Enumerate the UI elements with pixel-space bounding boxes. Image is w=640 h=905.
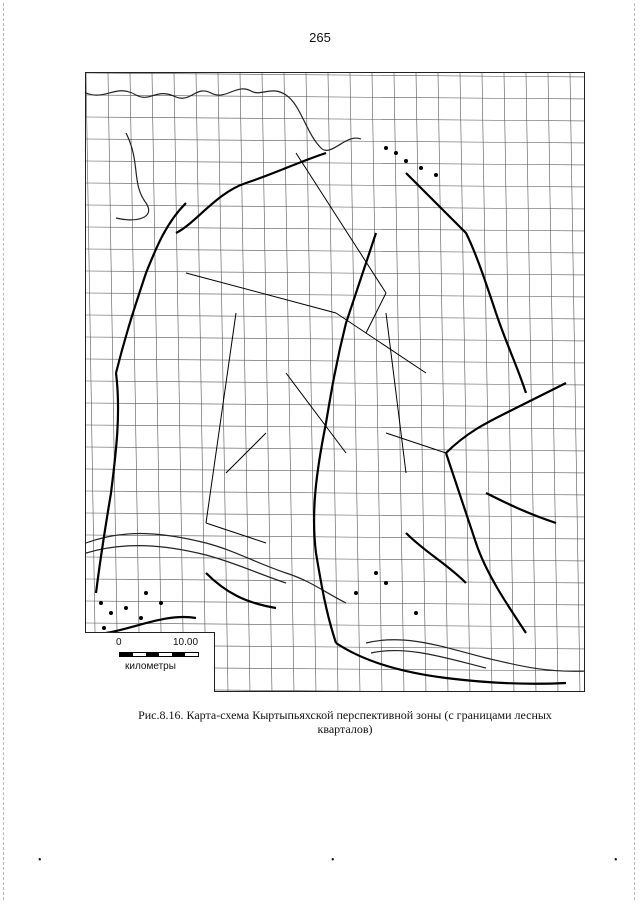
map-point-mark (159, 601, 163, 605)
page-mark-left: • (38, 855, 42, 866)
map-drawing (86, 73, 585, 692)
map-point-mark (102, 626, 106, 630)
scale-start-label: 0 (116, 637, 122, 648)
map-point-mark (354, 591, 358, 595)
map-point-mark (109, 611, 113, 615)
map-point-mark (419, 166, 423, 170)
forest-quarter-grid (86, 73, 585, 692)
map-point-mark (394, 151, 398, 155)
figure-caption (120, 708, 570, 736)
caption-line-2: кварталов) (317, 722, 373, 736)
map-point-mark (384, 581, 388, 585)
caption-line-1: Рис.8.16. Карта-схема Кыртыпьяхской перспективной зоны (с границами лесных (138, 708, 552, 722)
map-point-mark (124, 606, 128, 610)
scale-bar-legend (85, 632, 215, 692)
page-mark-right: • (614, 855, 618, 866)
page-number: 265 (309, 30, 331, 45)
map-point-mark (99, 601, 103, 605)
map-point-mark (384, 146, 388, 150)
map-point-mark (374, 571, 378, 575)
rivers (86, 89, 585, 671)
map-point-mark (144, 591, 148, 595)
map-point-mark (434, 173, 438, 177)
map-point-mark (139, 616, 143, 620)
map-point-mark (414, 611, 418, 615)
scale-unit-label: километры (125, 661, 176, 672)
scale-bar (119, 652, 199, 657)
forest-quarter-map (85, 72, 585, 692)
page-mark-center: • (331, 855, 335, 866)
map-point-mark (404, 159, 408, 163)
scale-end-label: 10.00 (173, 637, 199, 648)
